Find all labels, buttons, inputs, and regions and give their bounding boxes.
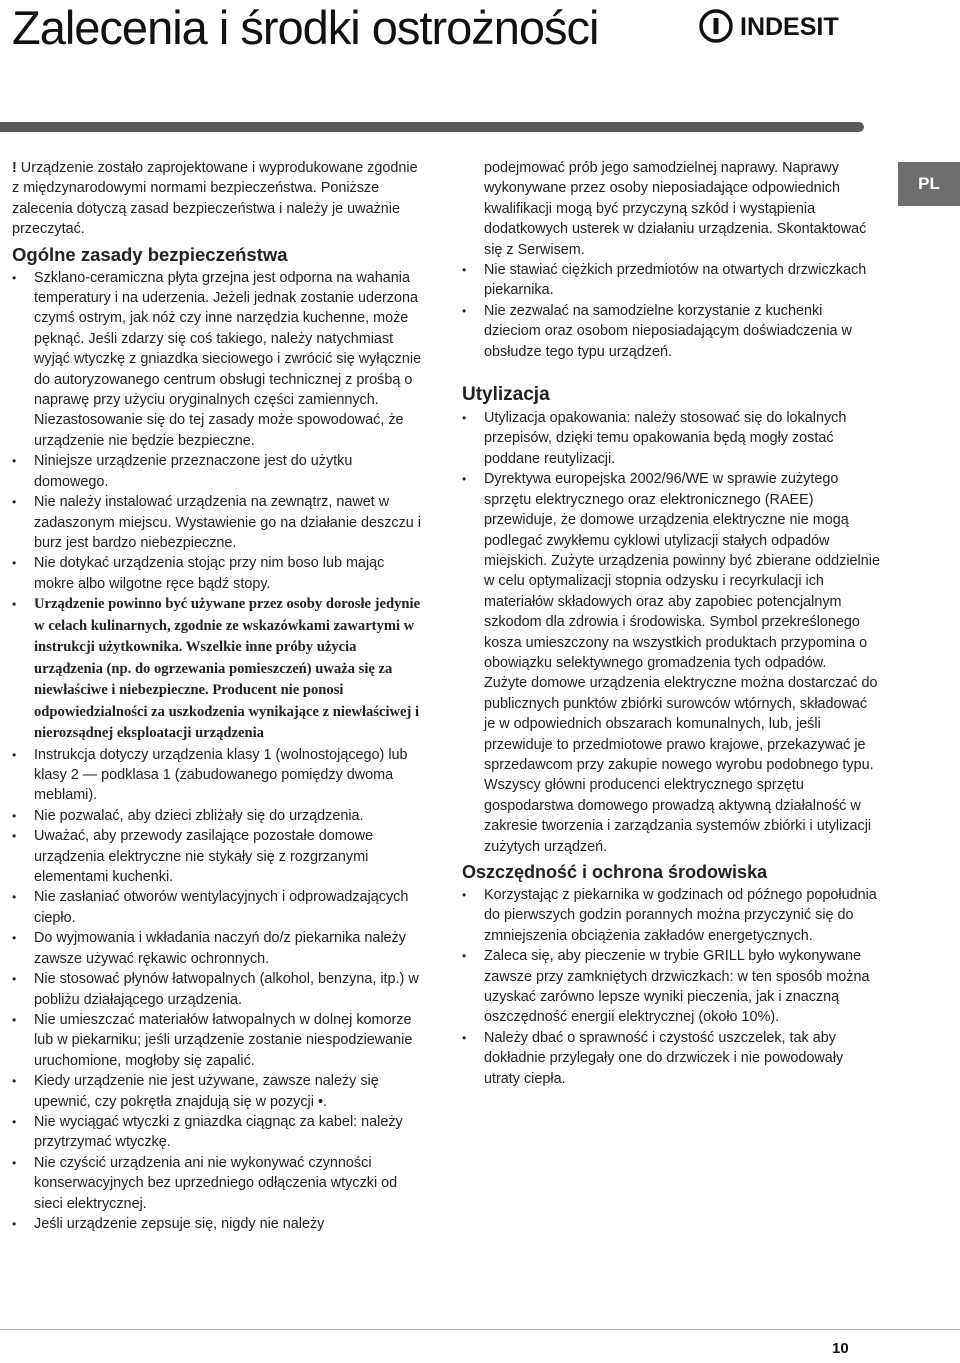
list-item: • Kiedy urządzenie nie jest używane, zawsze należy się upewnić, czy pokrętła znajdują się w pozycji •. xyxy=(12,1071,422,1112)
right-column xyxy=(462,158,882,1089)
disposal-paragraph: Wszyscy główni producenci elektrycznego sprzętu gospodarstwa domowego prowadzą aktywną działalność w zakresie tworzenia i zarządzania systemów zbiórki i utylizacji zużytych urządzeń. xyxy=(484,777,872,855)
list-item: • Uważać, aby przewody zasilające pozostałe domowe urządzenia elektryczne nie stykały się z rozgrzanymi elementami kuchenki. xyxy=(12,826,422,887)
list-item: • Nie stawiać ciężkich przedmiotów na otwartych drzwiczkach piekarnika. xyxy=(462,260,882,301)
energy-saving-heading: Oszczędność i ochrona środowiska xyxy=(462,862,768,882)
list-item: • Korzystając z piekarnika w godzinach od późnego popołudnia do pierwszych godzin porannych można przyczynić się do zmniejszenia obciążenia zakładów energetycznych. xyxy=(462,885,882,946)
intro-text: Urządzenie zostało zaprojektowane i wyprodukowane zgodnie z międzynarodowymi normami bezpieczeństwa. Poniższe zalecenia dotyczą zasad bezpieczeństwa i należy je uważnie przeczytać. xyxy=(12,160,418,238)
brand-text: INDESIT xyxy=(740,13,839,41)
list-item: • Zaleca się, aby pieczenie w trybie GRILL było wykonywane zawsze przy zamkniętych drzwiczkach: w ten sposób można uzyskać zarówno lepsze wyniki pieczenia, jak i znaczną oszczędność energii elektrycznej (około 10%). xyxy=(462,946,882,1028)
list-item: • Dyrektywa europejska 2002/96/WE w sprawie zużytego sprzętu elektrycznego oraz elektronicznego (RAEE) przewiduje, że domowe urządzenia elektryczne nie mogą podlegać zwykłemu cyklowi utylizacji stałych odpadów miejskich. Zużyte urządzenia powinny być zbierane oddzielnie w celu optymalizacji stopnia odzysku i recyrkulacji ich materiałów składowych oraz aby zapobiec potencjalnym szkodom dla zdrowia i środowiska. Symbol przekreślonego kosza umieszczony na wszystkich produktach przypomina o obowiązku selektywnego gromadzenia tych odpadów. xyxy=(462,469,882,673)
list-item: • Utylizacja opakowania: należy stosować się do lokalnych przepisów, dzięki temu opakowania będą mogły zostać poddane reutylizacji. xyxy=(462,408,882,469)
list-item: • Nie należy instalować urządzenia na zewnątrz, nawet w zadaszonym miejscu. Wystawienie go na działanie deszczu i burz jest bardzo niebezpieczne. xyxy=(12,492,422,553)
list-item: • Nie umieszczać materiałów łatwopalnych w dolnej komorze lub w piekarniku; jeśli urządzenie zostanie niespodziewanie uruchomione, mogłoby się zapalić. xyxy=(12,1010,422,1071)
list-item: • Do wyjmowania i wkładania naczyń do/z piekarnika należy zawsze używać rękawic ochronnych. xyxy=(12,928,422,969)
indesit-logo xyxy=(698,6,866,46)
disposal-list xyxy=(462,408,882,673)
safety-list xyxy=(12,268,422,1235)
list-item: • Jeśli urządzenie zepsuje się, nigdy nie należy xyxy=(12,1214,422,1234)
list-item: • Nie czyścić urządzenia ani nie wykonywać czynności konserwacyjnych bez uprzedniego odłączenia wtyczki od sieci elektrycznej. xyxy=(12,1153,422,1214)
list-item: • Nie pozwalać, aby dzieci zbliżały się do urządzenia. xyxy=(12,806,422,826)
page-number: 10 xyxy=(832,1340,849,1357)
list-item: • Urządzenie powinno być używane przez osoby dorosłe jedynie w celach kulinarnych, zgodnie ze wskazówkami zawartymi w instrukcji użytkownika. Wszelkie inne próby użycia urządzenia (np. do ogrzewania pomieszczeń) uważa się za niewłaściwe i niebezpieczne. Producent nie ponosi odpowiedzialności za uszkodzenia wynikające z niewłaściwej i nierozsądnej eksploatacji urządzenia xyxy=(12,594,422,745)
disposal-heading: Utylizacja xyxy=(462,384,550,406)
list-item: • Nie stosować płynów łatwopalnych (alkohol, benzyna, itp.) w pobliżu działającego urządzenia. xyxy=(12,969,422,1010)
list-item: • Nie wyciągać wtyczki z gniazdka ciągnąc za kabel: należy przytrzymać wtyczkę. xyxy=(12,1112,422,1153)
list-item: • Nie zasłaniać otworów wentylacyjnych i odprowadzających ciepło. xyxy=(12,887,422,928)
left-column xyxy=(12,158,422,1234)
list-item: • Instrukcja dotyczy urządzenia klasy 1 (wolnostojącego) lub klasy 2 — podklasa 1 (zabudowanego pomiędzy dwoma meblami). xyxy=(12,745,422,806)
footer-rule xyxy=(0,1329,960,1330)
disposal-paragraph: Zużyte domowe urządzenia elektryczne można dostarczać do publicznych punktów zbiórki surowców wtórnych, składować je w odpowiednich obszarach komunalnych, lub, jeśli przewiduje to przedmiotowe prawo krajowe, przekazywać je sprzedawcom przy zakupie nowego wyrobu podobnego typu. xyxy=(484,675,878,773)
list-item: • Nie zezwalać na samodzielne korzystanie z kuchenki dzieciom oraz osobom nieposiadającym doświadczenia w obsłudze tego typu urządzeń. xyxy=(462,301,882,362)
list-item: • Szklano-ceramiczna płyta grzejna jest odporna na wahania temperatury i na uderzenia. Jeżeli jednak zostanie uderzona czymś ostrym, jak nóż czy inne narzędzia kuchenne, może pęknąć. Jeśli zdarzy się coś takiego, należy natychmiast wyjąć wtyczkę z gniazdka sieciowego i zwrócić się wyłącznie do autoryzowanego centrum obsługi technicznej z prośbą o naprawę przy użyciu oryginalnych części zamiennych. Niezastosowanie się do tej zasady może spowodować, że urządzenie nie będzie bezpieczne. xyxy=(12,268,422,452)
general-safety-heading: Ogólne zasady bezpieczeństwa xyxy=(12,243,288,265)
list-item: • Niniejsze urządzenie przeznaczone jest do użytku domowego. xyxy=(12,451,422,492)
list-item: • Należy dbać o sprawność i czystość uszczelek, tak aby dokładnie przylegały one do drzwiczek i nie powodowały utraty ciepła. xyxy=(462,1028,882,1089)
list-item: • Nie dotykać urządzenia stojąc przy nim boso lub mając mokre albo wilgotne ręce bądź stopy. xyxy=(12,553,422,594)
warning-mark: ! xyxy=(12,160,17,176)
page-title: Zalecenia i środki ostrożności xyxy=(12,1,599,54)
continuation-paragraph: podejmować prób jego samodzielnej naprawy. Naprawy wykonywane przez osoby nieposiadające odpowiednich kwalifikacji mogą być przyczyną szkód i wystąpienia dodatkowych usterek w działaniu urządzenia. Skontaktować się z Serwisem. xyxy=(484,160,867,258)
header-rule xyxy=(0,122,864,132)
language-tab: PL xyxy=(898,162,960,206)
safety-list-continued xyxy=(462,260,882,362)
intro-paragraph xyxy=(12,158,422,240)
energy-saving-list xyxy=(462,885,882,1089)
